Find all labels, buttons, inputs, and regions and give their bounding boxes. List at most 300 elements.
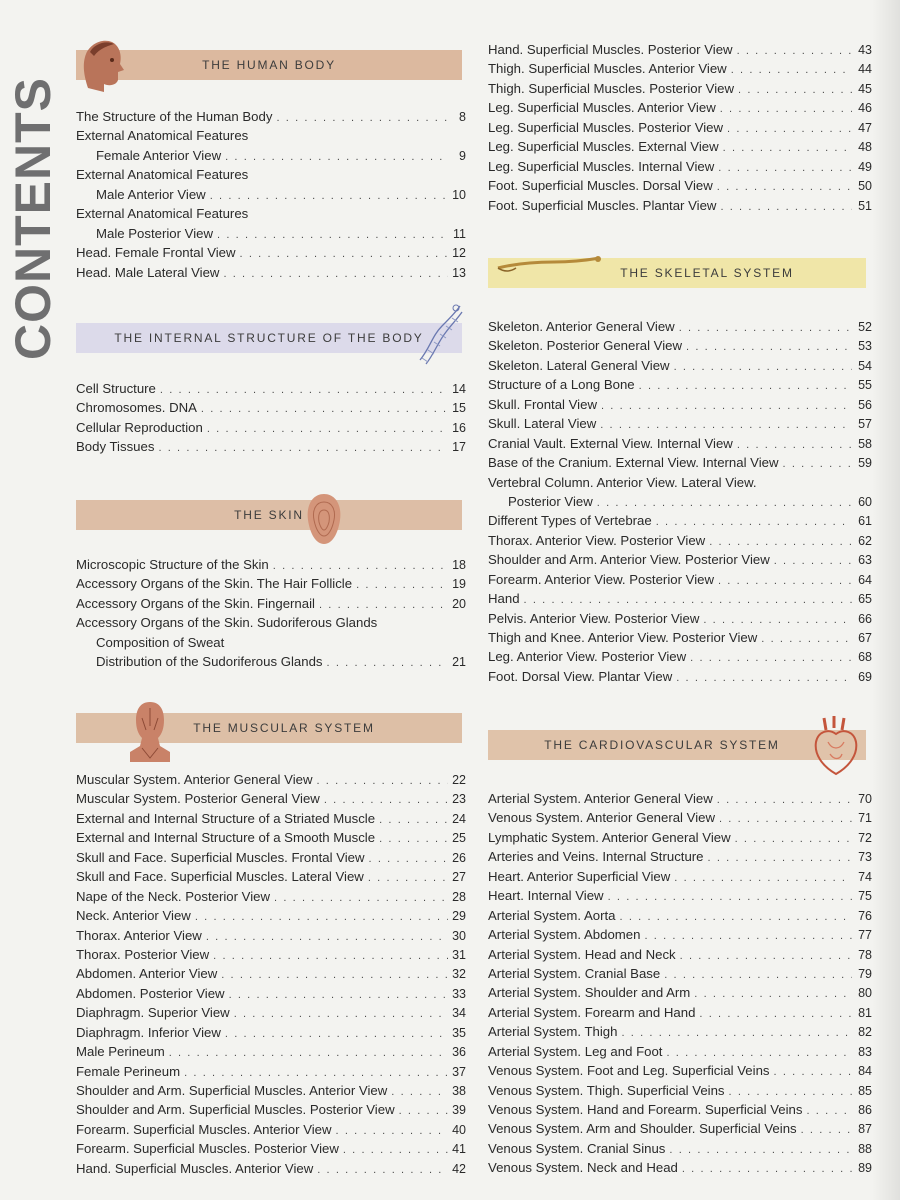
toc-entry-title: Forearm. Anterior View. Posterior View (488, 571, 714, 587)
toc-entry (488, 414, 872, 433)
dot-leader (664, 966, 852, 985)
dot-leader (801, 1121, 852, 1140)
fingerprint-illustration-icon (304, 490, 344, 548)
toc-entry (488, 40, 872, 59)
dot-leader (674, 869, 852, 888)
toc-entry (76, 1042, 466, 1061)
toc-entry-page-number: 25 (452, 831, 466, 846)
toc-entry (488, 79, 872, 98)
dot-leader (719, 810, 852, 829)
muscular-head-illustration-icon (128, 700, 172, 762)
toc-entry (488, 906, 872, 925)
dot-leader (379, 811, 448, 830)
toc-entry-page-number: 56 (858, 397, 872, 412)
dot-leader (676, 669, 852, 688)
toc-entry (488, 473, 872, 492)
toc-entry-title: External and Internal Structure of a Smooth Muscle (76, 830, 376, 846)
toc-entry (76, 418, 466, 437)
toc-entry-page-number: 63 (858, 553, 872, 568)
toc-entry-title: Cellular Reproduction (76, 419, 203, 435)
toc-entry-page-number: 69 (858, 669, 872, 684)
toc-entry (76, 926, 466, 945)
dot-leader (727, 120, 852, 139)
toc-entry (488, 356, 872, 375)
toc-entry-page-number: 75 (858, 889, 872, 904)
toc-entry-page-number: 16 (452, 420, 466, 435)
section-title-internal-structure: THE INTERNAL STRUCTURE OF THE BODY (114, 331, 424, 345)
toc-entry-page-number: 31 (452, 947, 466, 962)
toc-entry-title: Venous System. Cranial Sinus (488, 1140, 666, 1156)
left-column (76, 46, 466, 1196)
toc-entry-page-number: 40 (452, 1122, 466, 1137)
toc-entry-page-number: 57 (858, 417, 872, 432)
dot-leader (761, 630, 852, 649)
dot-leader (276, 109, 448, 128)
dot-leader (240, 245, 448, 264)
toc-entry (76, 126, 466, 145)
toc-entry-title: Base of the Cranium. External View. Internal View (488, 455, 779, 471)
toc-entry-title: Foot. Dorsal View. Plantar View (488, 668, 673, 684)
dot-leader (737, 42, 852, 61)
toc-entry-title: Venous System. Arm and Shoulder. Superficial Veins (488, 1121, 797, 1137)
toc-entry (488, 828, 872, 847)
toc-entry-title: Arterial System. Aorta (488, 907, 616, 923)
toc-entry-title: Venous System. Anterior General View (488, 810, 715, 826)
toc-entry-title: Male Perineum (76, 1044, 165, 1060)
toc-entry-title: Head. Male Lateral View (76, 264, 220, 280)
toc-entry-page-number: 33 (452, 986, 466, 1001)
toc-entry-title: Hand. Superficial Muscles. Posterior View (488, 42, 733, 57)
dot-leader (774, 1063, 852, 1082)
toc-entry-page-number: 21 (452, 655, 466, 670)
toc-entry-page-number: 73 (858, 850, 872, 865)
dot-leader (225, 1025, 448, 1044)
dot-leader (694, 985, 852, 1004)
dot-leader (639, 377, 852, 396)
toc-entry-title: Shoulder and Arm. Anterior View. Posterior View (488, 552, 770, 568)
toc-entry (76, 1081, 466, 1100)
toc-entry-page-number: 41 (452, 1142, 466, 1157)
toc-entry-page-number: 39 (452, 1103, 466, 1118)
toc-entry-title: Arterial System. Shoulder and Arm (488, 985, 691, 1001)
toc-entry (488, 59, 872, 78)
dot-leader (158, 439, 448, 458)
toc-entry-title: Pelvis. Anterior View. Posterior View (488, 610, 700, 626)
toc-entry-title: Shoulder and Arm. Superficial Muscles. Anterior View (76, 1083, 388, 1098)
toc-entry (76, 848, 466, 867)
toc-entry-title: Venous System. Thigh. Superficial Veins (488, 1082, 725, 1098)
toc-entry (76, 867, 466, 886)
toc-entry-page-number: 50 (858, 179, 872, 194)
toc-entry-page-number: 60 (858, 494, 872, 509)
toc-entry (76, 437, 466, 456)
toc-entry-page-number: 65 (858, 592, 872, 607)
toc-entry-page-number: 23 (452, 792, 466, 807)
section-banner-human-body (76, 50, 462, 80)
dot-leader (234, 1005, 448, 1024)
toc-entry (76, 263, 466, 282)
toc-entry (488, 157, 872, 176)
dot-leader (336, 1122, 448, 1141)
section-entries-cardiovascular (488, 789, 872, 1178)
toc-entry-page-number: 45 (858, 81, 872, 96)
toc-entry-page-number: 70 (858, 792, 872, 806)
dot-leader (207, 420, 448, 439)
dot-leader (399, 1102, 448, 1121)
toc-entry-title: Accessory Organs of the Skin. Fingernail (76, 595, 315, 611)
toc-entry-page-number: 27 (452, 870, 466, 885)
toc-entry-title: Arterial System. Head and Neck (488, 946, 676, 962)
toc-entry-page-number: 43 (858, 43, 872, 57)
section-entries-skin (76, 555, 466, 672)
toc-entry-title: Skull. Lateral View (488, 416, 597, 432)
toc-entry (76, 204, 466, 223)
toc-entry (488, 647, 872, 666)
toc-entry-title: Arterial System. Forearm and Hand (488, 1004, 696, 1020)
right-column (488, 40, 872, 1190)
toc-entry-page-number: 64 (858, 572, 872, 587)
section-title-cardiovascular: THE CARDIOVASCULAR SYSTEM (544, 738, 780, 752)
toc-entry-page-number: 76 (858, 908, 872, 923)
dot-leader (783, 455, 852, 474)
dot-leader (735, 830, 852, 849)
toc-entry-page-number: 52 (858, 320, 872, 334)
toc-entry-title: Body Tissues (76, 439, 155, 455)
toc-entry (76, 107, 466, 126)
toc-entry-page-number: 32 (452, 967, 466, 982)
toc-entry-page-number: 74 (858, 869, 872, 884)
dot-leader (379, 830, 448, 849)
section-entries-muscular-continued (488, 40, 872, 215)
toc-entry (488, 1139, 872, 1158)
toc-entry (488, 589, 872, 608)
toc-entry-page-number: 42 (452, 1161, 466, 1176)
toc-entry (488, 1100, 872, 1119)
toc-entry-title: Hand. Superficial Muscles. Anterior View (76, 1160, 314, 1176)
toc-entry (488, 945, 872, 964)
toc-entry-page-number: 54 (858, 358, 872, 373)
toc-entry-page-number: 77 (858, 928, 872, 943)
dot-leader (774, 552, 852, 571)
toc-entry-title: Chromosomes. DNA (76, 400, 197, 416)
dot-leader (620, 908, 852, 927)
toc-entry-title: Arterial System. Cranial Base (488, 965, 661, 981)
toc-entry-title: Female Anterior View (96, 147, 222, 163)
toc-entry (76, 1120, 466, 1139)
toc-entry-page-number: 11 (453, 226, 466, 241)
toc-entry-title: Venous System. Foot and Leg. Superficial Veins (488, 1063, 770, 1079)
toc-entry-page-number: 44 (858, 62, 872, 77)
dot-leader (356, 576, 448, 595)
dot-leader (217, 226, 448, 245)
toc-entry-page-number: 53 (858, 339, 872, 354)
toc-entry (76, 906, 466, 925)
toc-entry-title: Leg. Superficial Muscles. Posterior View (488, 119, 724, 135)
toc-entry-title: Accessory Organs of the Skin. The Hair Follicle (76, 576, 353, 592)
toc-entry-page-number: 15 (452, 401, 466, 416)
toc-entry (488, 1042, 872, 1061)
section-entries-skeletal (488, 317, 872, 686)
toc-entry (76, 1062, 466, 1081)
toc-entry (488, 137, 872, 156)
toc-entry (488, 196, 872, 215)
toc-entry-title: Neck. Anterior View (76, 908, 191, 924)
toc-entry-title: External and Internal Structure of a Striated Muscle (76, 810, 376, 826)
dot-leader (274, 889, 448, 908)
toc-entry-title: Venous System. Hand and Forearm. Superficial Veins (488, 1102, 803, 1117)
toc-entry (76, 945, 466, 964)
toc-entry-page-number: 22 (452, 773, 466, 787)
dot-leader (690, 649, 852, 668)
toc-entry (488, 1158, 872, 1177)
toc-entry (76, 613, 466, 632)
contents-vertical-title: CONTENTS (5, 77, 61, 360)
toc-entry (76, 984, 466, 1003)
toc-entry (488, 1003, 872, 1022)
toc-entry-title: Arterial System. Abdomen (488, 927, 641, 943)
toc-entry-page-number: 72 (858, 830, 872, 845)
toc-entry-title: External Anatomical Features (76, 167, 249, 183)
toc-entry-title: External Anatomical Features (76, 206, 249, 222)
toc-entry-title: Leg. Superficial Muscles. External View (488, 139, 719, 155)
section-title-skin: THE SKIN (234, 508, 304, 522)
dot-leader (720, 100, 852, 119)
toc-entry-page-number: 89 (858, 1161, 872, 1176)
toc-entry-page-number: 51 (858, 198, 872, 213)
toc-entry-title: Female Perineum (76, 1063, 181, 1079)
section-banner-internal-structure (76, 323, 462, 353)
toc-entry (76, 555, 466, 574)
toc-entry-page-number: 17 (452, 440, 466, 455)
toc-entry-title: Diaphragm. Superior View (76, 1005, 230, 1021)
dot-leader (201, 400, 448, 419)
toc-entry (76, 828, 466, 847)
toc-entry-title: External Anatomical Features (76, 128, 249, 144)
toc-entry-page-number: 80 (858, 986, 872, 1001)
toc-entry (76, 243, 466, 262)
toc-entry-title: Forearm. Superficial Muscles. Anterior View (76, 1121, 332, 1137)
toc-entry-title: Muscular System. Posterior General View (76, 791, 320, 807)
toc-entry-title: Hand (488, 591, 520, 607)
toc-entry-title: Arteries and Veins. Internal Structure (488, 849, 704, 865)
toc-entry-page-number: 14 (452, 382, 466, 396)
toc-entry-title: Heart. Internal View (488, 888, 604, 904)
dot-leader (391, 1083, 448, 1102)
dot-leader (720, 198, 852, 217)
toc-entry (76, 789, 466, 808)
toc-entry-page-number: 29 (452, 909, 466, 924)
toc-entry-title: Shoulder and Arm. Superficial Muscles. Posterior View (76, 1102, 395, 1118)
section-banner-skin (76, 500, 462, 530)
section-entries-muscular (76, 770, 466, 1178)
toc-entry-page-number: 9 (459, 148, 466, 163)
section-entries-internal-structure (76, 379, 466, 457)
toc-entry (488, 317, 872, 336)
toc-entry-page-number: 48 (858, 140, 872, 155)
toc-entry (488, 531, 872, 550)
toc-entry-page-number: 34 (452, 1006, 466, 1021)
toc-entry-title: Skull and Face. Superficial Muscles. Frontal View (76, 849, 365, 865)
dot-leader (718, 572, 852, 591)
toc-entry-title: Venous System. Neck and Head (488, 1160, 678, 1176)
toc-entry-page-number: 81 (858, 1005, 872, 1020)
dna-illustration-icon (412, 300, 466, 370)
toc-entry (76, 1100, 466, 1119)
toc-entry (488, 789, 872, 808)
toc-entry-title: Leg. Superficial Muscles. Anterior View (488, 100, 716, 116)
toc-entry (488, 925, 872, 944)
toc-entry (488, 1061, 872, 1080)
toc-entry-title: Male Anterior View (96, 186, 206, 202)
toc-entry-page-number: 13 (452, 265, 466, 280)
dot-leader (679, 319, 852, 338)
dot-leader (317, 1161, 448, 1180)
toc-entry (76, 652, 466, 671)
toc-entry-page-number: 85 (858, 1083, 872, 1098)
dot-leader (723, 139, 852, 158)
heart-illustration-icon (810, 714, 862, 778)
toc-entry-title: Abdomen. Posterior View (76, 985, 225, 1001)
dot-leader (343, 1141, 448, 1160)
toc-entry-title: Foot. Superficial Muscles. Plantar View (488, 197, 717, 213)
toc-entry (76, 165, 466, 184)
toc-entry-title: Thigh. Superficial Muscles. Anterior View (488, 61, 727, 77)
toc-entry-page-number: 62 (858, 533, 872, 548)
toc-entry (76, 146, 466, 165)
toc-entry-page-number: 38 (452, 1084, 466, 1098)
toc-entry-title: Thorax. Anterior View (76, 927, 202, 943)
head-illustration-icon (78, 36, 126, 94)
toc-entry-page-number: 35 (452, 1025, 466, 1040)
dot-leader (669, 1141, 852, 1160)
toc-entry (76, 633, 466, 652)
toc-entry-title: Microscopic Structure of the Skin (76, 557, 269, 572)
toc-entry-title: Forearm. Superficial Muscles. Posterior View (76, 1141, 339, 1157)
dot-leader (213, 947, 448, 966)
toc-entry (488, 570, 872, 589)
toc-entry-page-number: 12 (452, 246, 466, 261)
section-title-muscular: THE MUSCULAR SYSTEM (193, 721, 375, 735)
toc-entry-title: The Structure of the Human Body (76, 109, 273, 124)
toc-entry-title: Arterial System. Thigh (488, 1024, 618, 1040)
toc-entry-title: Thorax. Posterior View (76, 946, 210, 962)
toc-entry-title: Posterior View (508, 493, 593, 509)
dot-leader (608, 888, 852, 907)
toc-entry (488, 1119, 872, 1138)
toc-entry-title: Arterial System. Leg and Foot (488, 1043, 663, 1059)
toc-entry-page-number: 66 (858, 611, 872, 626)
toc-entry (76, 964, 466, 983)
toc-entry (488, 886, 872, 905)
dot-leader (160, 381, 448, 400)
toc-entry (488, 609, 872, 628)
dot-leader (169, 1044, 448, 1063)
toc-entry-title: Arterial System. Anterior General View (488, 791, 713, 806)
dot-leader (699, 1005, 852, 1024)
dot-leader (601, 397, 852, 416)
toc-entry-title: Skeleton. Posterior General View (488, 338, 683, 354)
toc-entry-title: Thorax. Anterior View. Posterior View (488, 532, 706, 548)
toc-entry (488, 395, 872, 414)
dot-leader (717, 791, 852, 810)
toc-entry-title: Male Posterior View (96, 225, 214, 241)
toc-entry-title: Muscular System. Anterior General View (76, 772, 313, 787)
toc-entry-page-number: 87 (858, 1122, 872, 1137)
toc-entry (488, 964, 872, 983)
toc-entry-page-number: 26 (452, 850, 466, 865)
toc-entry-title: Head. Female Frontal View (76, 245, 236, 261)
toc-entry-page-number: 58 (858, 436, 872, 451)
toc-entry-title: Different Types of Vertebrae (488, 513, 652, 529)
toc-entry-title: Skull. Frontal View (488, 396, 597, 412)
dot-leader (195, 908, 448, 927)
toc-entry-page-number: 46 (858, 101, 872, 116)
dot-leader (317, 772, 449, 791)
section-entries-human-body (76, 107, 466, 282)
toc-entry-page-number: 28 (452, 889, 466, 904)
toc-entry-page-number: 30 (452, 928, 466, 943)
toc-entry-page-number: 49 (858, 159, 872, 174)
toc-entry-page-number: 55 (858, 378, 872, 393)
toc-entry-page-number: 10 (452, 187, 466, 202)
toc-entry-page-number: 78 (858, 947, 872, 962)
toc-entry-page-number: 20 (452, 596, 466, 611)
toc-entry-page-number: 59 (858, 456, 872, 471)
page-edge-shadow (872, 0, 900, 1200)
toc-entry-page-number: 37 (452, 1064, 466, 1079)
toc-entry (488, 118, 872, 137)
toc-entry (76, 398, 466, 417)
dot-leader (327, 654, 448, 673)
toc-entry (488, 511, 872, 530)
bone-illustration-icon (494, 254, 604, 276)
toc-entry-title: Cell Structure (76, 381, 156, 396)
toc-entry (488, 628, 872, 647)
toc-entry-title: Cranial Vault. External View. Internal View (488, 435, 733, 451)
toc-entry (488, 98, 872, 117)
toc-entry-title: Vertebral Column. Anterior View. Lateral View. (488, 474, 757, 490)
toc-entry-page-number: 68 (858, 650, 872, 665)
toc-entry-title: Skeleton. Lateral General View (488, 357, 670, 373)
toc-entry-title: Heart. Anterior Superficial View (488, 868, 671, 884)
toc-entry (76, 770, 466, 789)
toc-entry (488, 667, 872, 686)
toc-entry-page-number: 82 (858, 1025, 872, 1040)
dot-leader (806, 1102, 852, 1121)
section-title-human-body: THE HUMAN BODY (202, 58, 336, 72)
toc-entry-title: Leg. Superficial Muscles. Internal View (488, 158, 715, 174)
toc-entry-title: Accessory Organs of the Skin. Sudoriferous Glands (76, 615, 378, 631)
toc-entry-title: Lymphatic System. Anterior General View (488, 829, 731, 845)
toc-entry-page-number: 67 (858, 631, 872, 645)
toc-entry-title: Composition of Sweat (96, 634, 225, 650)
dot-leader (708, 849, 852, 868)
toc-entry (76, 1139, 466, 1158)
toc-entry-page-number: 18 (452, 558, 466, 572)
toc-entry-title: Skeleton. Anterior General View (488, 319, 675, 334)
dot-leader (731, 61, 852, 80)
toc-entry (76, 809, 466, 828)
toc-entry (76, 1003, 466, 1022)
toc-entry-page-number: 84 (858, 1064, 872, 1079)
toc-entry-page-number: 83 (858, 1044, 872, 1059)
dot-leader (680, 947, 852, 966)
toc-entry (76, 185, 466, 204)
toc-entry (488, 808, 872, 827)
toc-entry (76, 574, 466, 593)
dot-leader (738, 81, 852, 100)
toc-entry-page-number: 24 (452, 811, 466, 826)
